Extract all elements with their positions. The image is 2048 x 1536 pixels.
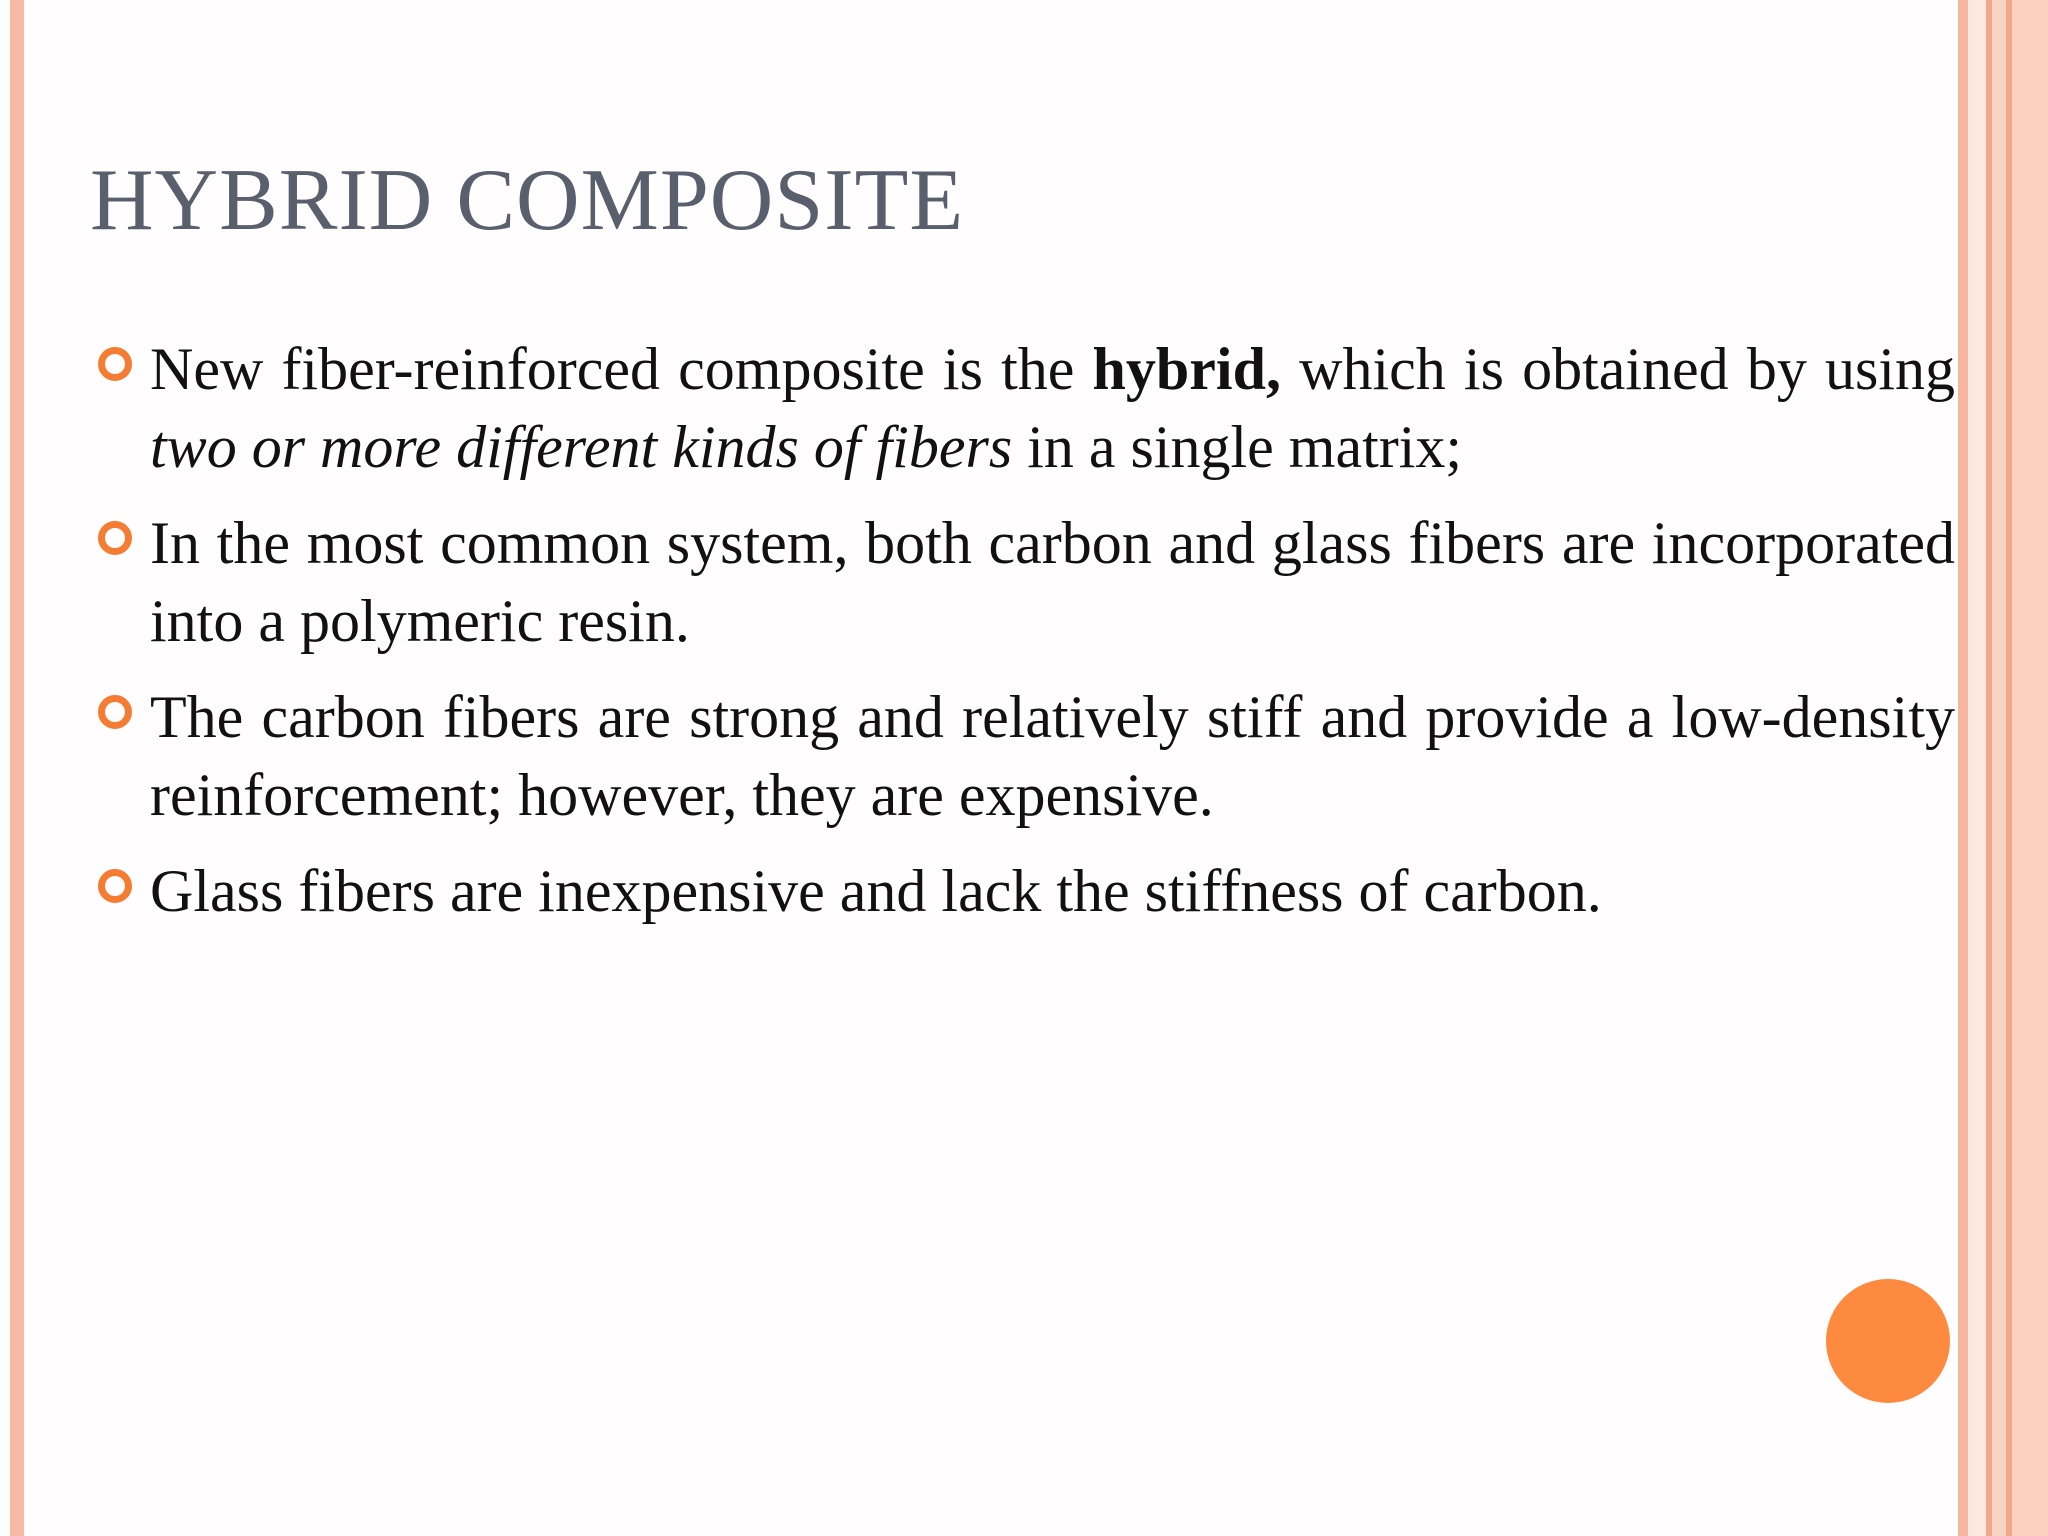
- circle-bullet-icon: [98, 869, 132, 903]
- decorative-circle: [1826, 1279, 1950, 1403]
- bullet-item: [150, 504, 1955, 660]
- bullet-text: In the most common system, both carbon and glass fibers are incorporated into a polymeric resin.: [150, 510, 1955, 654]
- right-border-stripes: [1958, 0, 2048, 1536]
- bold-term: hybrid,: [1092, 336, 1281, 402]
- bullet-list: [150, 330, 1955, 948]
- bullet-text: New fiber-reinforced composite is the: [150, 336, 1093, 402]
- bullet-item: [150, 330, 1955, 486]
- left-border-bar: [10, 0, 24, 1536]
- italic-phrase: two or more different kinds of fibers: [150, 414, 1013, 480]
- slide-title: HYBRID COMPOSITE: [90, 152, 965, 249]
- bullet-text: The carbon fibers are strong and relatively stiff and provide a low-density reinforcement; however, they are expensive.: [150, 684, 1955, 828]
- bullet-text: Glass fibers are inexpensive and lack the stiffness of carbon.: [150, 858, 1602, 924]
- circle-bullet-icon: [98, 347, 132, 381]
- bullet-item: [150, 678, 1955, 834]
- bullet-text: in a single matrix;: [1012, 414, 1463, 480]
- bullet-item: [150, 852, 1955, 930]
- circle-bullet-icon: [98, 521, 132, 555]
- circle-bullet-icon: [98, 695, 132, 729]
- bullet-text: which is obtained by using: [1280, 336, 1955, 402]
